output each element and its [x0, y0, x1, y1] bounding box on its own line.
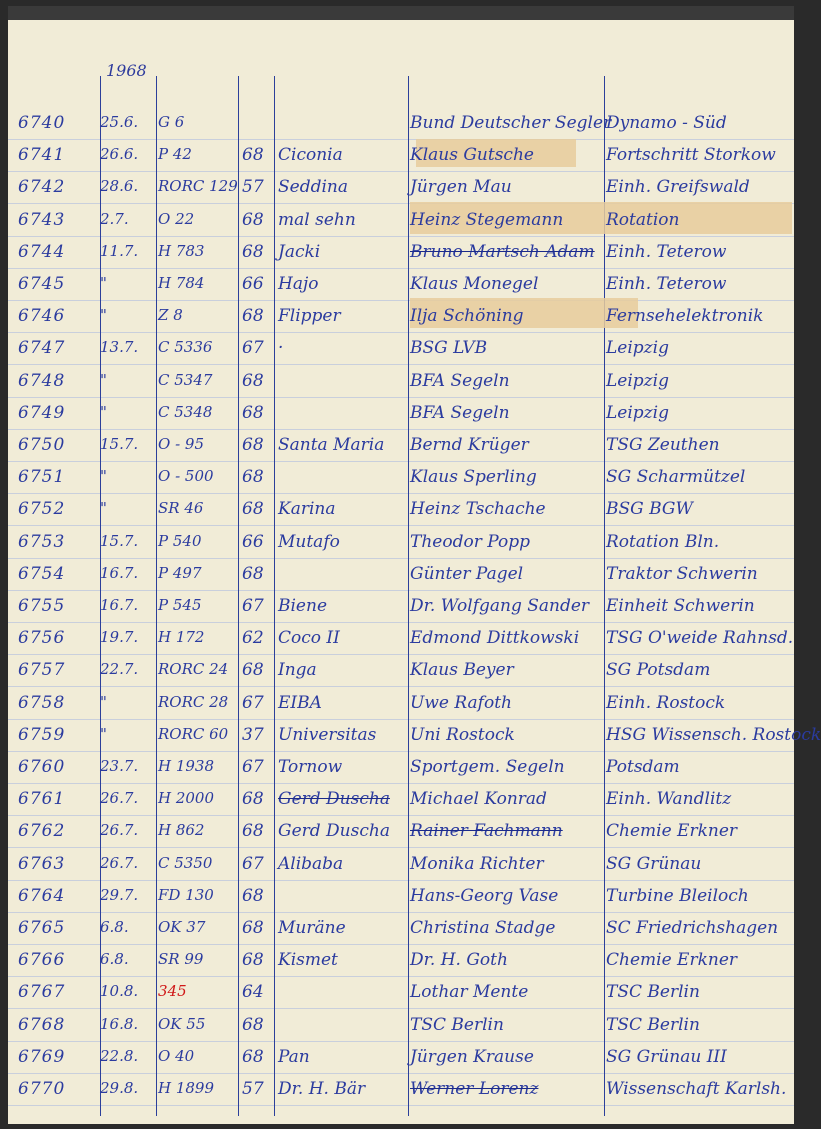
boat-name: mal sehn: [278, 209, 356, 230]
table-row: [8, 593, 794, 625]
entry-date: 6.8.: [100, 918, 129, 936]
build-year: 67: [242, 338, 264, 359]
club-name: Einh. Teterow: [606, 274, 727, 294]
table-row: [8, 1044, 794, 1076]
boat-name: Biene: [278, 596, 327, 616]
entry-date: ": [100, 306, 107, 325]
club-name: Chemie Erkner: [606, 950, 738, 971]
entry-number: 6769: [18, 1046, 66, 1067]
table-row: [8, 561, 794, 593]
table-row: [8, 979, 794, 1011]
sail-number: RORC 60: [158, 724, 229, 743]
boat-name: Inga: [278, 660, 317, 681]
club-name: Turbine Bleiloch: [606, 885, 749, 906]
build-year: 68: [242, 499, 264, 520]
table-row: [8, 400, 794, 432]
sail-number: O - 95: [158, 435, 204, 453]
owner-name: Jürgen Mau: [410, 177, 512, 198]
boat-name: Kismet: [278, 950, 338, 971]
build-year: 68: [242, 370, 264, 391]
entry-number: 6765: [18, 918, 66, 938]
table-row: [8, 271, 794, 303]
club-name: Wissenschaft Karlsh.: [606, 1079, 787, 1099]
boat-name: Alibaba: [278, 853, 344, 874]
entry-number: 6762: [18, 821, 66, 842]
owner-name: Michael Konrad: [410, 789, 547, 810]
club-name: Chemie Erkner: [606, 821, 738, 842]
sail-number: RORC 129: [158, 177, 238, 196]
table-row: [8, 915, 794, 947]
entry-date: 16.7.: [100, 596, 139, 614]
entry-number: 6744: [18, 241, 66, 262]
entry-date: ": [100, 499, 107, 518]
club-name: Einh. Wandlitz: [606, 789, 732, 810]
entry-number: 6761: [18, 789, 66, 810]
entry-date: 15.7.: [100, 435, 139, 453]
entry-date: 26.6.: [100, 145, 139, 164]
build-year: 68: [242, 467, 264, 488]
club-name: SG Scharmützel: [606, 467, 746, 488]
entry-date: 10.8.: [100, 982, 139, 1001]
table-row: [8, 625, 794, 657]
boat-name: Coco II: [278, 628, 340, 649]
boat-name: Ciconia: [278, 145, 343, 166]
entry-number: 6758: [18, 692, 66, 713]
build-year: 68: [242, 885, 264, 906]
table-row: [8, 851, 794, 883]
entry-date: 22.8.: [100, 1046, 139, 1065]
club-name: Fortschritt Storkow: [606, 145, 776, 166]
club-name: TSC Berlin: [606, 982, 700, 1003]
entry-number: 6756: [18, 628, 66, 649]
boat-name: ·: [278, 338, 284, 359]
entry-date: ": [100, 402, 107, 421]
page-top-edge: [8, 6, 794, 20]
build-year: 57: [242, 177, 264, 198]
build-year: 68: [242, 306, 264, 327]
owner-name: Heinz Stegemann: [410, 209, 564, 230]
sail-number: P 540: [158, 531, 202, 550]
ledger-page: [8, 6, 821, 1124]
sail-number: P 42: [158, 145, 192, 164]
sail-number: G 6: [158, 113, 185, 131]
entry-number: 6763: [18, 853, 66, 874]
sail-number: SR 99: [158, 950, 204, 969]
table-row: [8, 883, 794, 915]
entry-date: 16.8.: [100, 1014, 139, 1033]
boat-name: Mutafo: [278, 531, 340, 552]
table-row: [8, 464, 794, 496]
entry-number: 6754: [18, 563, 66, 584]
owner-name: Monika Richter: [410, 853, 544, 874]
entry-number: 6743: [18, 209, 66, 230]
boat-name: Jacki: [278, 241, 321, 262]
boat-name: Tornow: [278, 757, 343, 777]
table-row: [8, 754, 794, 786]
build-year: 68: [242, 402, 264, 423]
table-row: [8, 690, 794, 722]
entry-date: 23.7.: [100, 757, 139, 775]
owner-name: Dr. Wolfgang Sander: [410, 596, 590, 616]
boat-name: Pan: [278, 1046, 310, 1067]
entry-date: 15.7.: [100, 531, 139, 550]
boat-name: EIBA: [278, 692, 322, 713]
entry-date: ": [100, 467, 107, 486]
club-name: TSC Berlin: [606, 1014, 700, 1035]
owner-name: BFA Segeln: [410, 402, 510, 423]
build-year: 67: [242, 757, 264, 777]
build-year: 62: [242, 628, 264, 649]
entry-number: 6767: [18, 982, 66, 1003]
build-year: 68: [242, 241, 264, 262]
club-name: Einh. Rostock: [606, 692, 726, 713]
sail-number: 345: [158, 982, 187, 1001]
table-row: [8, 657, 794, 689]
table-row: [8, 786, 794, 818]
build-year: 66: [242, 531, 264, 552]
owner-name: Klaus Beyer: [410, 660, 514, 681]
entry-number: 6740: [18, 113, 66, 133]
build-year: 68: [242, 145, 264, 166]
club-name: Leipzig: [606, 338, 669, 359]
boat-name: Muräne: [278, 918, 346, 938]
sail-number: OK 55: [158, 1014, 206, 1033]
entry-date: 11.7.: [100, 241, 139, 260]
sail-number: H 2000: [158, 789, 215, 808]
boat-name: Gerd Duscha: [278, 821, 390, 842]
entry-number: 6768: [18, 1014, 66, 1035]
entry-date: 6.8.: [100, 950, 129, 969]
entry-number: 6757: [18, 660, 66, 681]
club-name: Leipzig: [606, 402, 669, 423]
build-year: 64: [242, 982, 264, 1003]
boat-name: Hajo: [278, 274, 319, 294]
boat-name: Gerd Duscha: [278, 789, 390, 810]
club-name: Leipzig: [606, 370, 669, 391]
boat-name: Seddina: [278, 177, 348, 198]
entry-date: ": [100, 724, 107, 743]
build-year: 68: [242, 563, 264, 584]
entry-date: 26.7.: [100, 821, 139, 840]
club-name: Potsdam: [606, 757, 680, 777]
boat-name: Karina: [278, 499, 336, 520]
owner-name: Heinz Tschache: [410, 499, 546, 520]
sail-number: OK 37: [158, 918, 206, 936]
sail-number: H 1899: [158, 1079, 215, 1097]
build-year: 68: [242, 918, 264, 938]
owner-name: Uni Rostock: [410, 724, 515, 745]
sail-number: P 545: [158, 596, 202, 614]
entry-date: 25.6.: [100, 113, 139, 131]
club-name: SC Friedrichshagen: [606, 918, 779, 938]
owner-name: Hans-Georg Vase: [410, 885, 559, 906]
owner-name: Ilja Schöning: [410, 306, 524, 327]
sail-number: RORC 24: [158, 660, 229, 679]
club-name: Einheit Schwerin: [606, 596, 755, 616]
table-row: [8, 1076, 794, 1108]
table-row: [8, 818, 794, 850]
entry-number: 6759: [18, 724, 66, 745]
club-name: Traktor Schwerin: [606, 563, 758, 584]
page-year: 1968: [106, 61, 147, 80]
build-year: 67: [242, 853, 264, 874]
sail-number: O - 500: [158, 467, 214, 486]
club-name: Dynamo - Süd: [606, 113, 727, 133]
sail-number: P 497: [158, 563, 202, 582]
build-year: 68: [242, 209, 264, 230]
entry-number: 6749: [18, 402, 66, 423]
sail-number: O 22: [158, 209, 195, 228]
entry-date: ": [100, 692, 107, 711]
table-row: [8, 947, 794, 979]
build-year: 66: [242, 274, 264, 294]
entry-date: 26.7.: [100, 853, 139, 872]
owner-name: Sportgem. Segeln: [410, 757, 565, 777]
build-year: 68: [242, 950, 264, 971]
owner-name: Klaus Gutsche: [410, 145, 534, 166]
club-name: SG Grünau III: [606, 1046, 727, 1067]
build-year: 68: [242, 660, 264, 681]
club-name: BSG BGW: [606, 499, 693, 520]
table-row: [8, 1012, 794, 1044]
entry-date: 22.7.: [100, 660, 139, 679]
club-name: SG Grünau: [606, 853, 702, 874]
entry-number: 6750: [18, 435, 66, 455]
entry-date: 28.6.: [100, 177, 139, 196]
entry-number: 6745: [18, 274, 66, 294]
table-row: [8, 207, 794, 239]
build-year: 57: [242, 1079, 264, 1099]
table-row: [8, 529, 794, 561]
table-row: [8, 335, 794, 367]
entry-number: 6741: [18, 145, 66, 166]
club-name: Einh. Teterow: [606, 241, 727, 262]
boat-name: Dr. H. Bär: [278, 1079, 366, 1099]
table-row: [8, 303, 794, 335]
club-name: SG Potsdam: [606, 660, 711, 681]
entry-number: 6752: [18, 499, 66, 520]
owner-name: TSC Berlin: [410, 1014, 504, 1035]
table-row: [8, 239, 794, 271]
table-row: [8, 174, 794, 206]
owner-name: Bund Deutscher Segler: [410, 113, 612, 133]
build-year: 68: [242, 821, 264, 842]
sail-number: Z 8: [158, 306, 183, 325]
owner-name: Klaus Monegel: [410, 274, 539, 294]
table-row: [8, 142, 794, 174]
entry-number: 6753: [18, 531, 66, 552]
build-year: 68: [242, 789, 264, 810]
entry-number: 6760: [18, 757, 66, 777]
sail-number: C 5347: [158, 370, 213, 389]
owner-name: Jürgen Krause: [410, 1046, 534, 1067]
entry-date: 29.8.: [100, 1079, 139, 1097]
entry-date: 2.7.: [100, 209, 129, 228]
boat-name: Universitas: [278, 724, 377, 745]
table-row: [8, 368, 794, 400]
club-name: TSG O'weide Rahnsd.: [606, 628, 794, 649]
owner-name: Klaus Sperling: [410, 467, 537, 488]
entry-number: 6747: [18, 338, 66, 359]
build-year: 37: [242, 724, 264, 745]
entry-date: 13.7.: [100, 338, 139, 357]
owner-name: Christina Stadge: [410, 918, 556, 938]
entry-number: 6746: [18, 306, 66, 327]
entry-number: 6766: [18, 950, 66, 971]
build-year: 68: [242, 1014, 264, 1035]
sail-number: H 1938: [158, 757, 215, 775]
entry-date: 16.7.: [100, 563, 139, 582]
owner-name: Werner Lorenz: [410, 1079, 539, 1099]
club-name: HSG Wissensch. Rostock: [606, 724, 821, 745]
sail-number: O 40: [158, 1046, 195, 1065]
owner-name: Uwe Rafoth: [410, 692, 512, 713]
owner-name: BSG LVB: [410, 338, 488, 359]
sail-number: H 784: [158, 274, 205, 292]
entry-date: ": [100, 370, 107, 389]
owner-name: Dr. H. Goth: [410, 950, 508, 971]
entry-date: 29.7.: [100, 885, 139, 904]
entry-number: 6755: [18, 596, 66, 616]
owner-name: Rainer Fachmann: [410, 821, 563, 842]
table-row: [8, 110, 794, 142]
sail-number: RORC 28: [158, 692, 229, 711]
build-year: 68: [242, 435, 264, 455]
build-year: 68: [242, 1046, 264, 1067]
owner-name: Günter Pagel: [410, 563, 524, 584]
sail-number: FD 130: [158, 885, 214, 904]
owner-name: Edmond Dittkowski: [410, 628, 580, 649]
entry-number: 6770: [18, 1079, 66, 1099]
table-row: [8, 722, 821, 754]
entry-number: 6751: [18, 467, 66, 488]
table-row: [8, 432, 794, 464]
club-name: Rotation: [606, 209, 680, 230]
owner-name: Theodor Popp: [410, 531, 530, 552]
entry-number: 6764: [18, 885, 66, 906]
entry-number: 6742: [18, 177, 66, 198]
boat-name: Flipper: [278, 306, 341, 327]
build-year: 67: [242, 596, 264, 616]
sail-number: C 5348: [158, 402, 213, 421]
sail-number: C 5336: [158, 338, 213, 357]
club-name: Fernsehelektronik: [606, 306, 764, 327]
sail-number: H 862: [158, 821, 205, 840]
boat-name: Santa Maria: [278, 435, 385, 455]
sail-number: H 172: [158, 628, 205, 647]
sail-number: SR 46: [158, 499, 204, 518]
sail-number: C 5350: [158, 853, 213, 872]
club-name: Rotation Bln.: [606, 531, 720, 552]
entry-date: ": [100, 274, 107, 292]
owner-name: Bernd Krüger: [410, 435, 529, 455]
entry-number: 6748: [18, 370, 66, 391]
owner-name: Bruno Martsch Adam: [410, 241, 595, 262]
club-name: TSG Zeuthen: [606, 435, 720, 455]
owner-name: Lothar Mente: [410, 982, 529, 1003]
entry-date: 19.7.: [100, 628, 139, 647]
entry-date: 26.7.: [100, 789, 139, 808]
build-year: 67: [242, 692, 264, 713]
sail-number: H 783: [158, 241, 205, 260]
owner-name: BFA Segeln: [410, 370, 510, 391]
table-row: [8, 496, 794, 528]
club-name: Einh. Greifswald: [606, 177, 750, 198]
